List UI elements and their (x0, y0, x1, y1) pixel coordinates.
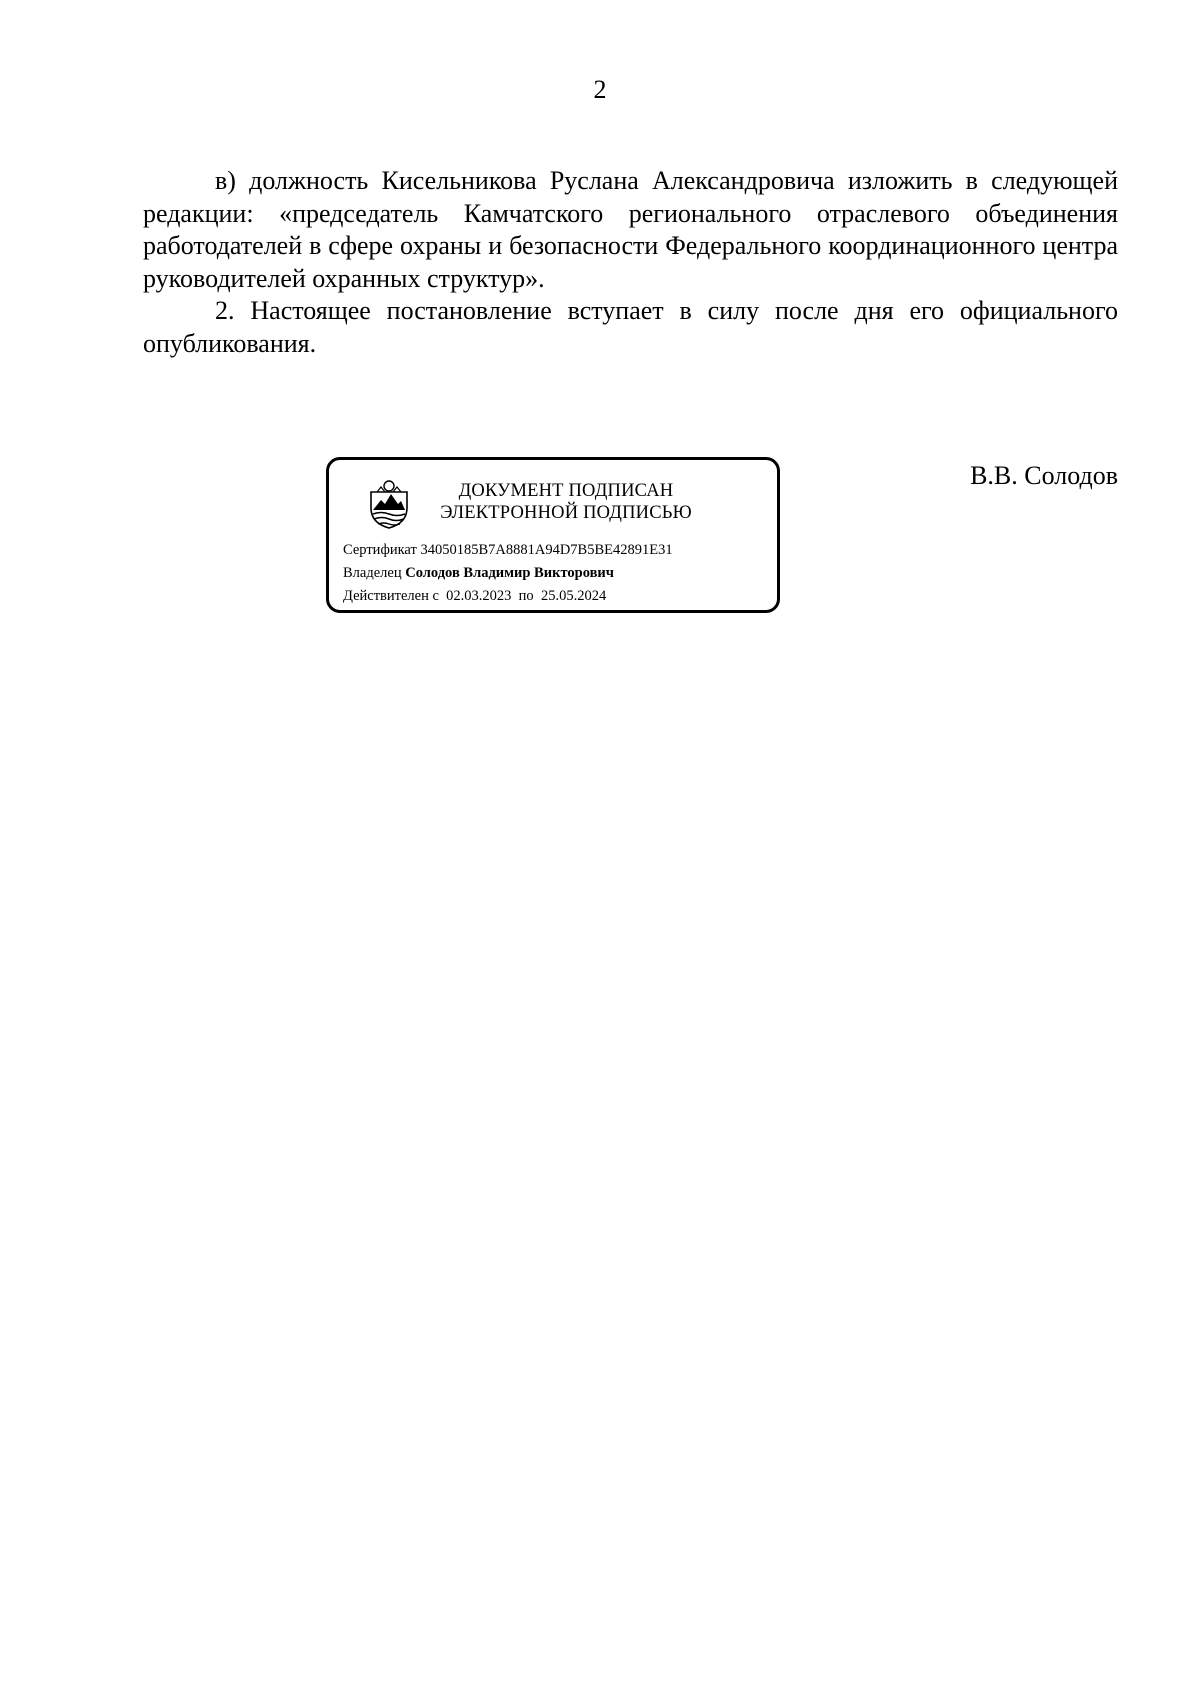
certificate-value: 34050185B7A8881A94D7B5BE42891E31 (420, 542, 673, 558)
paragraph-item-v: в) должность Кисельникова Руслана Александровича изложить в следующей редакции: «председатель Камчатского регионального отраслевого объединения работодателей в сфере охраны и безопасности Федерального координационного центра руководителей охранных структур». (143, 166, 1118, 293)
stamp-heading-line-1: ДОКУМЕНТ ПОДПИСАН (458, 481, 674, 501)
signer-name: В.В. Солодов (970, 461, 1118, 490)
certificate-label: Сертификат (343, 542, 417, 558)
stamp-heading (421, 480, 711, 524)
owner-label: Владелец (343, 565, 402, 581)
kamchatka-coat-of-arms-icon (367, 478, 411, 530)
stamp-heading-line-2: ЭЛЕКТРОННОЙ ПОДПИСЬЮ (440, 503, 692, 523)
valid-label: Действителен с (343, 588, 439, 604)
validity-line (343, 587, 606, 605)
owner-line (343, 564, 614, 582)
owner-value: Солодов Владимир Викторович (405, 565, 614, 581)
valid-to: 25.05.2024 (540, 588, 607, 604)
document-body (143, 165, 1118, 360)
valid-from: 02.03.2023 (446, 588, 512, 604)
paragraph-item-2: 2. Настоящее постановление вступает в силу после дня его официального опубликования. (143, 296, 1118, 358)
page-number: 2 (593, 75, 607, 104)
certificate-line (343, 541, 673, 559)
valid-to-label: по (518, 588, 534, 604)
electronic-signature-stamp (326, 457, 780, 613)
